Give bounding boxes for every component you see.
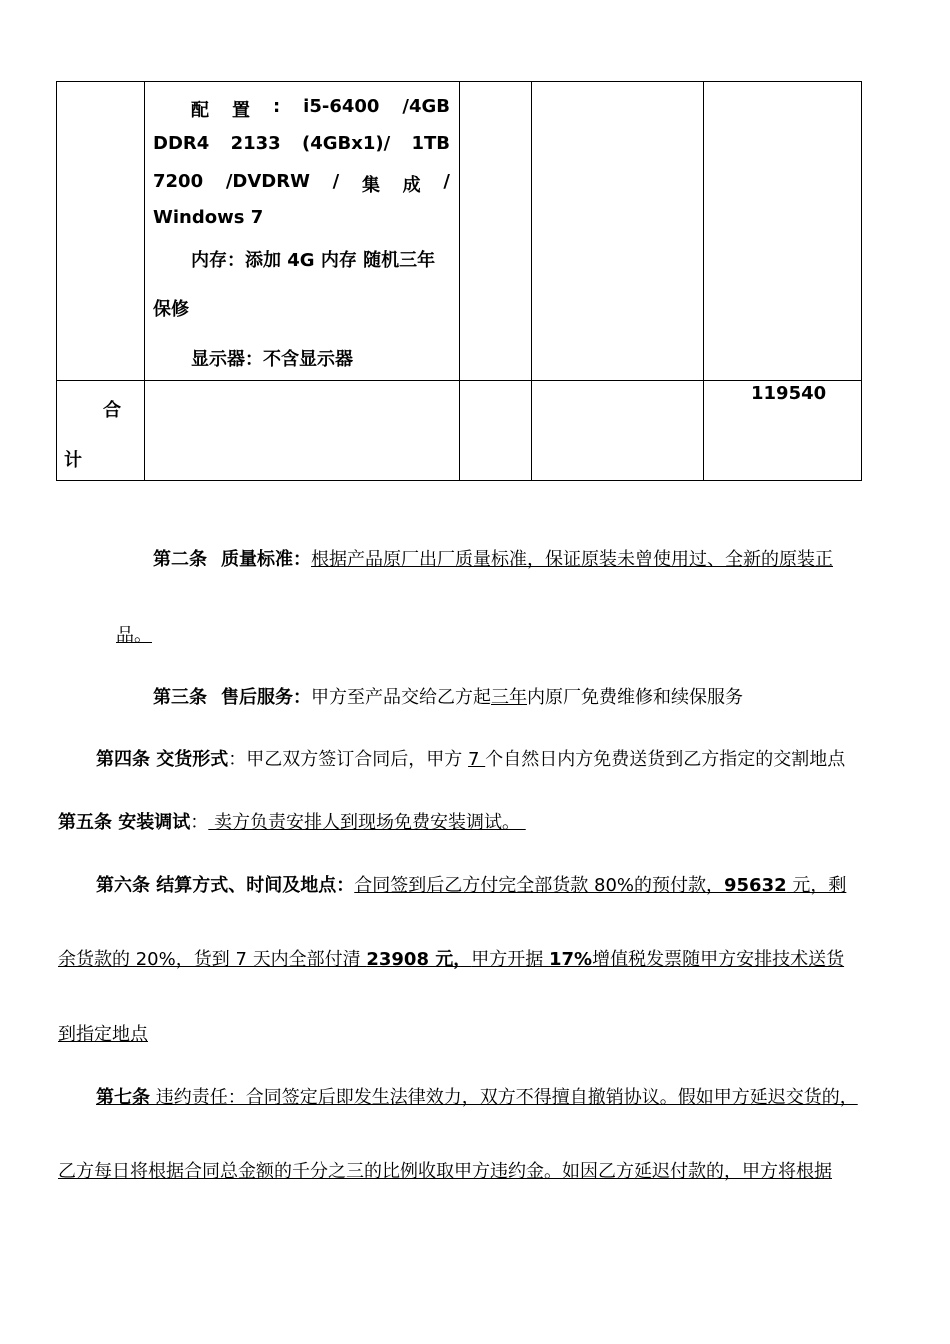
- spec-token: (4GBx1)/: [301, 133, 391, 154]
- article-5-label: 第五条 安装调试: [58, 812, 191, 833]
- article-3-term: 三年: [491, 687, 527, 708]
- spec-token: /: [332, 171, 340, 192]
- article-6-text-e: 增值税发票随甲方安排技术送货: [592, 949, 845, 970]
- table-col-divider: [144, 81, 145, 481]
- article-2-title: 第二条: [153, 549, 207, 570]
- article-3-label: 售后服务：: [221, 687, 311, 708]
- article-7-text: 违约责任：合同签定后即发生法律效力，双方不得擅自撤销协议。假如甲方延迟交货的，: [150, 1087, 858, 1108]
- table-col-divider: [459, 81, 460, 481]
- article-4-label: 第四条 交货形式: [96, 749, 229, 770]
- spec-token: DDR4: [153, 133, 210, 154]
- article-6-amount-balance: 23908 元，: [366, 949, 472, 970]
- spec-token: 7200: [153, 171, 204, 192]
- table-border-left: [56, 81, 57, 481]
- article-5: [58, 808, 526, 834]
- spec-token: 集: [361, 175, 380, 196]
- article-4-days: 7: [468, 749, 486, 770]
- table-col-divider: [531, 81, 532, 481]
- article-6-text-c: 余货款的 20%，货到 7 天内全部付清: [58, 949, 367, 970]
- article-6-label: 第六条 结算方式、时间及地点：: [96, 875, 355, 896]
- spec-token: :: [272, 96, 281, 117]
- article-5-colon: ：: [190, 812, 209, 833]
- article-3-text-end: 内原厂免费维修和续保服务: [527, 687, 743, 708]
- total-label-cont: 计: [64, 450, 82, 471]
- spec-token: /: [443, 171, 450, 192]
- article-4-text-end: 个自然日内方免费送货到乙方指定的交割地点: [485, 749, 846, 770]
- article-6-text-d: 甲方开据: [471, 949, 549, 970]
- article-6-amount-prepay: 95632: [724, 875, 787, 896]
- spec-token: 配: [191, 100, 209, 121]
- article-3-text: 甲方至产品交给乙方起: [311, 687, 491, 708]
- total-value: 119540: [751, 383, 827, 404]
- article-3: [153, 683, 743, 709]
- article-5-text: 卖方负责安排人到现场免费安装调试。: [208, 812, 526, 833]
- spec-token: /DVDRW: [225, 171, 310, 192]
- article-6: [96, 871, 846, 897]
- article-2-label: 质量标准：: [221, 549, 311, 570]
- article-3-title: 第三条: [153, 687, 207, 708]
- article-2-text-cont: 品。: [116, 625, 152, 646]
- spec-token: 1TB: [411, 133, 450, 154]
- table-border-right: [861, 81, 862, 481]
- spec-token: /4GB: [402, 96, 450, 117]
- total-label: 合: [103, 400, 121, 421]
- spec-token: 2133: [230, 133, 281, 154]
- spec-line-os: Windows 7: [153, 207, 264, 228]
- article-4: [96, 745, 845, 771]
- spec-line-drive: [153, 171, 450, 197]
- article-2: [153, 545, 833, 571]
- article-7: [96, 1083, 858, 1109]
- spec-monitor: 显示器：不含显示器: [191, 349, 353, 370]
- article-7-cont: 乙方每日将根据合同总金额的千分之三的比例收取甲方违约金。如因乙方延迟付款的，甲方将根据: [58, 1161, 832, 1182]
- article-7-label: 第七条: [96, 1087, 150, 1108]
- spec-line-memory-disk: [153, 133, 450, 154]
- article-6-text-b: 元，剩: [786, 875, 847, 896]
- article-6-cont: [58, 945, 844, 971]
- spec-memory-upgrade: 内存：添加 4G 内存 随机三年: [191, 250, 436, 271]
- article-6-text: 合同签到后乙方付完全部货款 80%的预付款，: [354, 875, 724, 896]
- article-6-cont-2: 到指定地点: [58, 1024, 148, 1045]
- article-6-tax-rate: 17%: [548, 949, 593, 970]
- spec-token: i5-6400: [303, 96, 380, 117]
- table-col-divider: [703, 81, 704, 481]
- spec-token: 置: [231, 100, 250, 121]
- spec-line-config: [153, 96, 450, 122]
- spec-token: 成: [402, 175, 421, 196]
- article-2-text: 根据产品原厂出厂质量标准，保证原装未曾使用过、全新的原装正: [311, 549, 833, 570]
- spec-memory-upgrade-cont: 保修: [153, 299, 189, 320]
- article-4-text: ：甲乙双方签订合同后，甲方: [228, 749, 469, 770]
